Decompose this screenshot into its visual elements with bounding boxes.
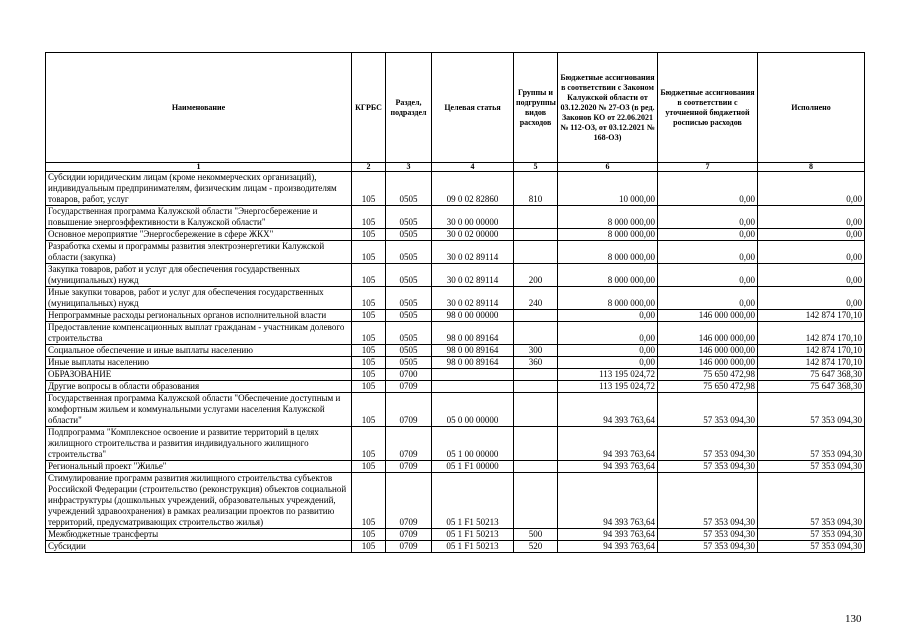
cell-executed: 142 874 170,10	[758, 310, 865, 322]
column-number: 6	[558, 163, 658, 172]
table-row	[46, 229, 865, 241]
cell-target: 30 0 02 00000	[432, 229, 514, 241]
cell-target: 05 1 F1 50213	[432, 541, 514, 553]
cell-executed: 57 353 094,30	[758, 427, 865, 461]
cell-name: Социальное обеспечение и иные выплаты населению	[46, 345, 352, 357]
header-row	[46, 53, 865, 163]
cell-refined: 75 650 472,98	[658, 369, 758, 381]
cell-refined: 0,00	[658, 172, 758, 206]
header-law: Бюджетные ассигнования в соответствии с Законом Калужской области от 03.12.2020 № 27-ОЗ (в ред. Законов КО от 22.06.2021 № 112-ОЗ, от 03.12.2021 № 168-ОЗ)	[558, 53, 658, 163]
table-row	[46, 310, 865, 322]
cell-section: 0505	[386, 172, 432, 206]
cell-law: 94 393 763,64	[558, 393, 658, 427]
cell-section: 0505	[386, 229, 432, 241]
cell-kgrbs: 105	[352, 287, 386, 310]
cell-section: 0505	[386, 287, 432, 310]
cell-executed: 142 874 170,10	[758, 345, 865, 357]
column-number: 7	[658, 163, 758, 172]
cell-target: 05 1 00 00000	[432, 427, 514, 461]
cell-executed: 57 353 094,30	[758, 473, 865, 529]
cell-kgrbs: 105	[352, 345, 386, 357]
cell-name: Стимулирование программ развития жилищного строительства субъектов Российской Федерации (строительство (реконструкция) объектов социальной инфраструктуры (дошкольных учреждений, образовательных учреждений, учреждений здравоохранения) в рамках реализации проектов по развитию территорий, предусматривающих строительство жилья)	[46, 473, 352, 529]
cell-group	[514, 369, 558, 381]
cell-law: 94 393 763,64	[558, 541, 658, 553]
cell-section: 0709	[386, 529, 432, 541]
cell-name: Предоставление компенсационных выплат гражданам - участникам долевого строительства	[46, 322, 352, 345]
cell-executed: 142 874 170,10	[758, 322, 865, 345]
cell-name: Иные выплаты населению	[46, 357, 352, 369]
cell-target: 09 0 02 82860	[432, 172, 514, 206]
cell-target: 05 1 F1 00000	[432, 461, 514, 473]
table-row	[46, 473, 865, 529]
cell-kgrbs: 105	[352, 357, 386, 369]
column-number: 5	[514, 163, 558, 172]
cell-section: 0505	[386, 322, 432, 345]
cell-law: 113 195 024,72	[558, 381, 658, 393]
cell-executed: 0,00	[758, 241, 865, 264]
cell-target: 30 0 02 89114	[432, 287, 514, 310]
cell-section: 0709	[386, 427, 432, 461]
cell-law: 94 393 763,64	[558, 529, 658, 541]
table-row	[46, 206, 865, 229]
budget-table-container	[45, 52, 865, 553]
cell-section: 0709	[386, 541, 432, 553]
cell-target	[432, 369, 514, 381]
cell-name: ОБРАЗОВАНИЕ	[46, 369, 352, 381]
cell-group: 810	[514, 172, 558, 206]
cell-kgrbs: 105	[352, 381, 386, 393]
cell-name: Субсидии	[46, 541, 352, 553]
budget-table	[45, 52, 865, 553]
cell-refined: 57 353 094,30	[658, 427, 758, 461]
cell-refined: 146 000 000,00	[658, 345, 758, 357]
cell-law: 0,00	[558, 357, 658, 369]
cell-refined: 57 353 094,30	[658, 393, 758, 427]
cell-law: 8 000 000,00	[558, 264, 658, 287]
cell-refined: 0,00	[658, 241, 758, 264]
cell-group	[514, 206, 558, 229]
table-row	[46, 241, 865, 264]
cell-executed: 0,00	[758, 229, 865, 241]
table-row	[46, 541, 865, 553]
cell-law: 0,00	[558, 322, 658, 345]
cell-law: 8 000 000,00	[558, 229, 658, 241]
cell-group	[514, 461, 558, 473]
header-section: Раздел, подраздел	[386, 53, 432, 163]
cell-refined: 57 353 094,30	[658, 473, 758, 529]
cell-group	[514, 393, 558, 427]
cell-law: 10 000,00	[558, 172, 658, 206]
cell-executed: 75 647 368,30	[758, 369, 865, 381]
table-row	[46, 172, 865, 206]
cell-target: 98 0 00 00000	[432, 310, 514, 322]
cell-refined: 0,00	[658, 287, 758, 310]
cell-name: Межбюджетные трансферты	[46, 529, 352, 541]
header-refined: Бюджетные ассигнования в соответствии с уточненной бюджетной росписью расходов	[658, 53, 758, 163]
cell-name: Основное мероприятие "Энергосбережение в сфере ЖКХ"	[46, 229, 352, 241]
cell-name: Другие вопросы в области образования	[46, 381, 352, 393]
header-target: Целевая статья	[432, 53, 514, 163]
cell-law: 94 393 763,64	[558, 473, 658, 529]
cell-kgrbs: 105	[352, 427, 386, 461]
column-number: 3	[386, 163, 432, 172]
cell-executed: 57 353 094,30	[758, 529, 865, 541]
cell-name: Государственная программа Калужской области "Энергосбережение и повышение энергоэффективности в Калужской области"	[46, 206, 352, 229]
cell-section: 0505	[386, 206, 432, 229]
cell-target: 05 1 F1 50213	[432, 473, 514, 529]
cell-name: Государственная программа Калужской области "Обеспечение доступным и комфортным жильем и коммунальными услугами населения Калужской области"	[46, 393, 352, 427]
cell-refined: 146 000 000,00	[658, 310, 758, 322]
cell-law: 8 000 000,00	[558, 287, 658, 310]
cell-group	[514, 310, 558, 322]
cell-law: 113 195 024,72	[558, 369, 658, 381]
cell-refined: 57 353 094,30	[658, 529, 758, 541]
cell-group	[514, 473, 558, 529]
cell-target: 98 0 00 89164	[432, 322, 514, 345]
table-row	[46, 381, 865, 393]
cell-group	[514, 229, 558, 241]
cell-section: 0505	[386, 241, 432, 264]
table-row	[46, 345, 865, 357]
cell-executed: 57 353 094,30	[758, 461, 865, 473]
table-row	[46, 369, 865, 381]
cell-kgrbs: 105	[352, 310, 386, 322]
cell-group	[514, 241, 558, 264]
cell-executed: 142 874 170,10	[758, 357, 865, 369]
cell-group: 300	[514, 345, 558, 357]
cell-law: 8 000 000,00	[558, 241, 658, 264]
cell-section: 0709	[386, 393, 432, 427]
cell-section: 0700	[386, 369, 432, 381]
cell-group: 520	[514, 541, 558, 553]
cell-name: Подпрограмма "Комплексное освоение и развитие территорий в целях жилищного строительства и развития индивидуального жилищного строительства"	[46, 427, 352, 461]
cell-law: 94 393 763,64	[558, 427, 658, 461]
cell-kgrbs: 105	[352, 322, 386, 345]
header-name: Наименование	[46, 53, 352, 163]
table-row	[46, 264, 865, 287]
table-row	[46, 393, 865, 427]
cell-law: 8 000 000,00	[558, 206, 658, 229]
table-row	[46, 529, 865, 541]
cell-refined: 75 650 472,98	[658, 381, 758, 393]
table-body	[46, 172, 865, 553]
cell-law: 94 393 763,64	[558, 461, 658, 473]
cell-target: 98 0 00 89164	[432, 357, 514, 369]
cell-target: 30 0 00 00000	[432, 206, 514, 229]
cell-target: 98 0 00 89164	[432, 345, 514, 357]
cell-target: 30 0 02 89114	[432, 241, 514, 264]
cell-kgrbs: 105	[352, 461, 386, 473]
cell-kgrbs: 105	[352, 172, 386, 206]
cell-group	[514, 381, 558, 393]
cell-name: Закупка товаров, работ и услуг для обеспечения государственных (муниципальных) нужд	[46, 264, 352, 287]
cell-refined: 0,00	[658, 206, 758, 229]
cell-kgrbs: 105	[352, 541, 386, 553]
column-number: 1	[46, 163, 352, 172]
table-row	[46, 461, 865, 473]
table-row	[46, 357, 865, 369]
cell-group	[514, 427, 558, 461]
cell-name: Региональный проект "Жилье"	[46, 461, 352, 473]
cell-refined: 57 353 094,30	[658, 461, 758, 473]
header-groups: Группы и подгруппы видов расходов	[514, 53, 558, 163]
cell-law: 0,00	[558, 310, 658, 322]
cell-refined: 0,00	[658, 264, 758, 287]
cell-kgrbs: 105	[352, 206, 386, 229]
cell-section: 0505	[386, 357, 432, 369]
cell-target: 30 0 02 89114	[432, 264, 514, 287]
cell-group: 200	[514, 264, 558, 287]
cell-group: 240	[514, 287, 558, 310]
table-row	[46, 427, 865, 461]
cell-executed: 0,00	[758, 172, 865, 206]
column-number-row	[46, 163, 865, 172]
cell-law: 0,00	[558, 345, 658, 357]
cell-refined: 0,00	[658, 229, 758, 241]
column-number: 4	[432, 163, 514, 172]
page-number: 130	[845, 613, 862, 625]
cell-kgrbs: 105	[352, 229, 386, 241]
table-row	[46, 322, 865, 345]
cell-section: 0709	[386, 381, 432, 393]
cell-target: 05 0 00 00000	[432, 393, 514, 427]
column-number: 2	[352, 163, 386, 172]
header-executed: Исполнено	[758, 53, 865, 163]
cell-section: 0505	[386, 310, 432, 322]
cell-section: 0505	[386, 264, 432, 287]
cell-kgrbs: 105	[352, 241, 386, 264]
cell-group: 360	[514, 357, 558, 369]
cell-group	[514, 322, 558, 345]
cell-kgrbs: 105	[352, 264, 386, 287]
cell-kgrbs: 105	[352, 369, 386, 381]
cell-section: 0709	[386, 473, 432, 529]
cell-executed: 0,00	[758, 287, 865, 310]
cell-executed: 0,00	[758, 264, 865, 287]
cell-name: Непрограммные расходы региональных органов исполнительной власти	[46, 310, 352, 322]
cell-executed: 57 353 094,30	[758, 393, 865, 427]
cell-refined: 57 353 094,30	[658, 541, 758, 553]
header-kgrbs: КГРБС	[352, 53, 386, 163]
cell-name: Иные закупки товаров, работ и услуг для обеспечения государственных (муниципальных) нужд	[46, 287, 352, 310]
cell-section: 0709	[386, 461, 432, 473]
column-number: 8	[758, 163, 865, 172]
cell-executed: 75 647 368,30	[758, 381, 865, 393]
cell-kgrbs: 105	[352, 473, 386, 529]
cell-kgrbs: 105	[352, 529, 386, 541]
cell-executed: 0,00	[758, 206, 865, 229]
cell-name: Разработка схемы и программы развития электроэнергетики Калужской области (закупка)	[46, 241, 352, 264]
cell-refined: 146 000 000,00	[658, 322, 758, 345]
cell-refined: 146 000 000,00	[658, 357, 758, 369]
cell-executed: 57 353 094,30	[758, 541, 865, 553]
cell-name: Субсидии юридическим лицам (кроме некоммерческих организаций), индивидуальным предпринимателям, физическим лицам - производителям товаров, работ, услуг	[46, 172, 352, 206]
table-row	[46, 287, 865, 310]
cell-target: 05 1 F1 50213	[432, 529, 514, 541]
cell-target	[432, 381, 514, 393]
cell-section: 0505	[386, 345, 432, 357]
cell-group: 500	[514, 529, 558, 541]
cell-kgrbs: 105	[352, 393, 386, 427]
